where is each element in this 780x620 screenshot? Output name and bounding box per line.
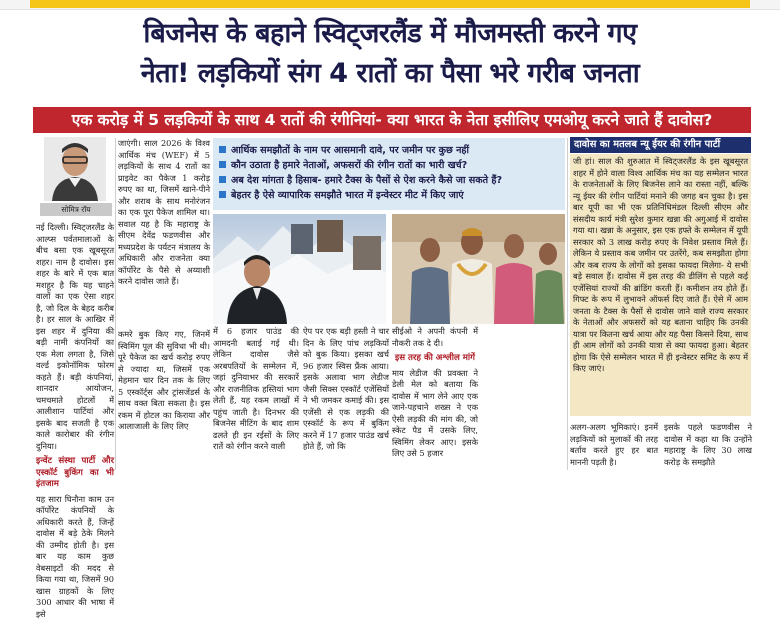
highlight-item: बेहतर है ऐसे व्यापारिक समझौते भारत में इन्वेस्टर मीट में किए जाएं	[219, 188, 559, 203]
davos-photo-collage	[213, 214, 386, 324]
bullet-square-icon	[219, 161, 226, 168]
sidebar-lower-left	[570, 422, 658, 470]
article-column-2	[118, 138, 210, 328]
paragraph: ऐप पर एक बड़ी हस्ती ने चार दिन के लिए पांच लड़कियों को बुक किया। इसका खर्च 96 हजार स्विस फ्रैंक आया। इसके अलावा भाग लेडीज जैसी सिक्स एस्कॉर्ट एजेंसियों ने भी जमकर कमाई की। इस एजेंसी से एक लड़की की एस्कॉर्ट के रूप में बुकिंग करने में 17 हजार पाउंड खर्च होते हैं, जो कि	[303, 326, 389, 453]
paragraph: अलग-अलग भूमिकाएं। इनमें लड़कियों को मुलाकों की तरह बर्ताव करते हुए हर बात माननी पड़ती है।	[570, 422, 658, 468]
bullet-square-icon	[219, 191, 226, 198]
header-bar	[30, 0, 750, 8]
top-strip	[0, 0, 780, 10]
section-subhead: इस तरह की अश्लील मांगें	[392, 353, 478, 365]
paragraph: सीईओ ने अपनी कंपनी में नौकरी तक दे दी।	[392, 326, 478, 349]
headline-line-2: नेता! लड़कियों संग 4 रातों का पैसा भरे गरीब जनता	[0, 54, 780, 94]
paragraph: में 6 हजार पाउंड की आमदनी बताई गई थी। लेकिन दावोस जैसे अरबपतियों के सम्मेलन में, जहां दुनियाभर की सरकारें और राजनीतिक हस्तियां भाग लेती हैं, यह रकम लाखों में पहुंच जाती है। दिनभर की बिजनेस मीटिंग के बाद शाम ढलते ही इन रईसों के लिए रातें को रंगीन करने वाली	[213, 326, 299, 453]
article-column-6	[480, 326, 566, 470]
article-column-1	[36, 222, 114, 470]
article-column-4	[303, 326, 389, 470]
section-subhead: इन्वेंट संस्था पार्टी और एस्कॉर्ट बुकिंग का भी इंतजाम	[36, 456, 114, 491]
author-photo	[44, 137, 106, 201]
article-column-3	[213, 326, 299, 470]
headline-line-1: बिजनेस के बहाने स्विट्जरलैंड में मौजमस्ती करने गए	[0, 14, 780, 54]
article-column-5	[392, 326, 478, 470]
headline	[0, 14, 780, 94]
paragraph: जाएंगी। साल 2026 के विश्व आर्थिक मंच (WEF) में 5 लड़कियों के साथ 4 रातों का प्राइवेट का पैकेज 1 करोड़ रुपए का था, जिसमें खाने-पीने और शराब के साथ मनोरंजन का एक पूरा पैकेज शामिल था। सवाल यह है कि महाराष्ट्र के सीएम देवेंद्र फडणवीस और मध्यप्रदेश के पर्यटन मंत्रालय के अधिकारी और राजनेता क्या कॉर्पोरेट के पैसे से अय्याशी करने दावोस जाते हैं।	[118, 138, 210, 288]
bullet-square-icon	[219, 146, 226, 153]
highlight-item: अब देश मांगता है हिसाब- हमारे टैक्स के पैसों से ऐश करने कैसे जा सकते हैं?	[219, 173, 559, 188]
paragraph: कमरे बुक किए गए, जिनमें स्विमिंग पूल की सुविधा भी थी। पूरे पैकेज का खर्च करोड़ रुपए से ज्यादा था, जिसमें एक मेहमान चार दिन तक के लिए 5 एस्कॉर्ट्स और ट्रांसजेंडर्स के साथ वक्त बिता सकता है। इस रकम में होटल का किराया और आलाजाली के लिए लिए	[118, 329, 210, 433]
paragraph: यह सारा घिनौना काम उन कॉर्पोरेट कंपनियों के अधिकारी करते हैं, जिन्हें दावोस में बड़े ठेके मिलने की उम्मीद होती है। इस बार यह काम कुछ वेबसाइटों की मदद से किया गया था, जिसमें 90 खास ग्राहकों के लिए 300 आधार की भाषा में इसे	[36, 494, 114, 620]
paragraph: नई दिल्ली। स्विट्जरलैंड के आल्प्स पर्वतमालाओं के बीच बसा एक खूबसूरत शहर। नाम है दावोस। इस शहर के बारे में एक बात मशहूर है कि यह चाहने वालों का एक ऐसा शहर है, जो दिल के बेहद करीब है। हर साल के आखिर में इस शहर में दुनिया की बड़ी नामी कंपनियों का एक मेला लगता है, जिसे वर्ल्ड इकोनॉमिक फोरम कहते हैं। बड़ी कंपनियां, शानदार आयोजन, चमचमाते होटलों में आलीशान पार्टियां और इसके बाद सजती है एक काले कारोबार की रंगीन दुनिया।	[36, 222, 114, 452]
sidebar-lower-right	[664, 422, 752, 470]
bullet-square-icon	[219, 176, 226, 183]
article-column-2-lower	[118, 329, 210, 470]
sidebar-title: दावोस का मतलब न्यू ईयर की रंगीन पार्टी	[570, 137, 751, 153]
paragraph: माय लेडीज की प्रवक्ता ने डेली मेल को बताया कि दावोस में भाग लेने आए एक जाने-पहचाने शख्स ने एक ऐसी लड़की की मांग की, जो स्केट पैड में उसके लिए, स्विमिंग लेकर आए। इसके लिए उसे 5 हजार	[392, 368, 478, 460]
column-divider	[567, 138, 568, 470]
highlights-box	[213, 138, 565, 210]
sidebar-box	[570, 154, 751, 416]
column-divider	[115, 138, 116, 470]
author-name: सोमित्र रॉय	[40, 203, 112, 216]
officials-photo	[392, 214, 565, 324]
paragraph: जी हां। साल की शुरुआत में स्विट्जरलैंड के इस खूबसूरत शहर में होने वाला विश्व आर्थिक मंच का यह सम्मेलन भारत के राजनेताओं के लिए बिजनेस लाने का रास्ता नहीं, बल्कि न्यू ईयर की रंगीन पार्टियां मनाने की जगह बन चुका है। इस बार यूपी का भी एक प्रतिनिधिमंडल दिल्ली सीएम और संसदीय कार्य मंत्री सुरेश कुमार खन्ना की अगुआई में दावोस गया था। खन्ना के अनुसार, इस एक हफ्ते के सम्मेलन में यूपी सरकार को 3 लाख करोड़ रुपए के निवेश प्रस्ताव मिले हैं। लेकिन ये प्रस्ताव कब जमीन पर उतरेंगे, कब समझौता होगा और कब राज्य के लोगों को इसका फायदा मिलेगा- ये सभी बड़े सवाल हैं। दावोस में इस तरह की डीलिंग से पहले कई एजेंसियां राज्यों की ब्रांडिंग करती हैं। कमीशन तय होते हैं। गिफ्ट के रूप में लुभावने ऑफर्स दिए जाते हैं। ऐसे में आम जनता के टैक्स के पैसों से दावोस जाने वाले राज्य सरकार के नेताओं और अफसरों को यह बताना चाहिए कि उनकी यात्रा पर कितना खर्च आया और यह पैसा किसने दिया, साथ ही आम लोगों को उनकी यात्रा से क्या फायदा हुआ। बेहतर होगा कि ऐसे सम्मेलन भारत में ही इन्वेस्टर समिट के रूप में किए जाएं।	[573, 156, 748, 375]
highlight-item: कौन उठाता है हमारे नेताओं, अफसरों की रंगीन रातों का भारी खर्च?	[219, 158, 559, 173]
highlight-item: आर्थिक समझौतों के नाम पर आसमानी दावे, पर जमीन पर कुछ नहीं	[219, 143, 559, 158]
paragraph: इसके पहले फडणवीस ने दावोस में कहा था कि उन्होंने महाराष्ट्र के लिए 30 लाख करोड़ के समझौते	[664, 422, 752, 468]
subheadline-banner: एक करोड़ में 5 लड़कियों के साथ 4 रातों की रंगीनियां- क्या भारत के नेता इसीलिए एमओयू करने जाते हैं दावोस?	[33, 107, 751, 133]
